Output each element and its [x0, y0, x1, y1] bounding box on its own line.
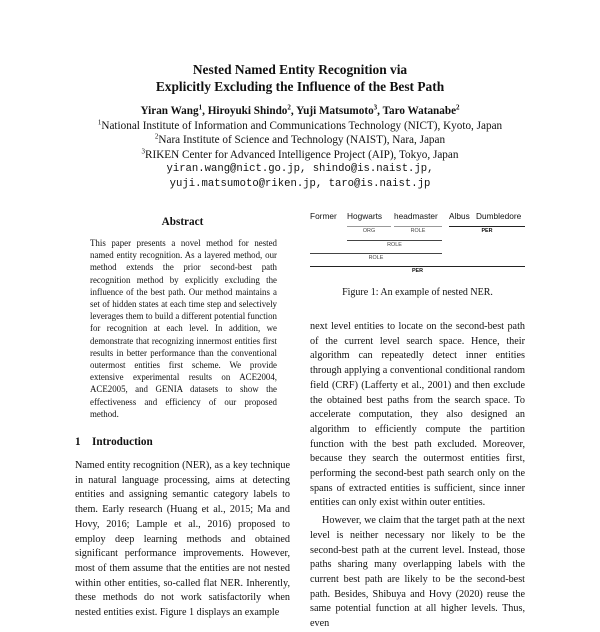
title-line-2: Explicitly Excluding the Influence of the Best Path — [155, 78, 445, 94]
label-role-low: ROLE — [368, 255, 384, 261]
affiliation-2: $^2$Nara Institute of Science and Technology (NAIST), Nara, Japan — [154, 132, 446, 147]
emails-line-2[interactable]: yuji.matsumoto@riken.jp, taro@is.naist.jp — [169, 177, 431, 190]
token-hogwarts: Hogwarts — [347, 211, 383, 221]
paragraph: However, we claim that the target path at the next level is neither necessary nor likely to be the second-best path at the current level. Instead, those paths sharing many overlapping labels with the current best path are likely to be the second-best path. Besides, Shibuya and Hovy (2020) reuse the same potential function at all higher levels. Thus, even — [310, 515, 525, 630]
title-line-1: Nested Named Entity Recognition via — [192, 62, 408, 77]
label-role-inner: ROLE — [410, 228, 426, 234]
introduction-body: Named entity recognition (NER), as a key technique in natural language processing, aims at detecting entities and assigning semantic category labels to them. Early research (Huang et al., 2015; Ma and Hovy, 2016; Lample et al., 2016) proposed to employ deep learning methods and obtained significant performance improvements. However, most of them assume that the entities are not nested within other entities, so-called flat NER. Inherently, these methods do not work satisfactorily when nested entities exist. Figure 1 displays an example — [75, 460, 290, 619]
label-role-mid: ROLE — [387, 242, 402, 248]
author-affil-mark: 1 — [198, 103, 203, 112]
paper-title — [0, 62, 600, 95]
token-dumbledore: Dumbledore — [476, 211, 522, 221]
label-org: ORG — [362, 228, 376, 234]
token-albus: Albus — [449, 211, 470, 221]
span-line-per-top — [449, 226, 525, 227]
label-per-bottom: PER — [411, 268, 424, 274]
author-affil-mark: 3 — [373, 103, 378, 112]
author-name: Taro Watanabe — [382, 105, 457, 117]
section-number: 1 — [75, 436, 81, 448]
span-line-role-low — [310, 253, 442, 254]
section-title: Introduction — [92, 436, 153, 448]
paragraph: next level entities to locate on the second-best path of the current level search space. Hence, their algorithm can repeatedly detect inner entities through applying a conventional conditional random field (CRF) (Lafferty et al., 2001) and then exclude the obtained best paths from the search space. To accelerate computation, they also designed an algorithm to efficiently compute the partition function with the best path excluded. Moreover, because they search the outermost entities first, performing the second-best path search only on the spans of extracted entities is sufficient, since inner entities can only exist within outer entities. — [310, 321, 525, 509]
span-line-org — [347, 226, 391, 227]
affiliation-1: $^1$National Institute of Information and Communications Technology (NICT), Kyoto, Japan — [97, 117, 503, 132]
author-affil-mark: 2 — [287, 103, 291, 112]
figure-caption: Figure 1: An example of nested NER. — [342, 287, 493, 298]
abstract-heading: Abstract — [161, 216, 204, 228]
label-per-top: PER — [481, 228, 493, 234]
token-former: Former — [310, 211, 337, 221]
author-name: Yiran Wang — [140, 105, 199, 117]
author-name: Hiroyuki Shindo — [207, 105, 288, 117]
abstract-body: This paper presents a novel method for nested named entity recognition. As a layered method, our method extends the prior second-best path recognition method by explicitly excluding the influence of the best path. Our method maintains a set of hidden states at each time step and selectively leverages them to build a different potential function for recognition at each level. In addition, we demonstrate that recognizing innermost entities first results in better performance than the conventional outermost entities first scheme. We provide extensive experimental results on ACE2004, ACE2005, and GENIA datasets to show the effectiveness and efficiency of our proposed method. — [90, 238, 277, 419]
token-headmaster: headmaster — [394, 211, 438, 221]
span-line-per-bottom — [310, 266, 525, 267]
emails-line-1[interactable]: yiran.wang@nict.go.jp, shindo@is.naist.jp, — [166, 163, 434, 176]
author-block — [0, 104, 600, 192]
author-names: Yiran Wang$^1$, Hiroyuki Shindo$^2$, Yuji Matsumoto$^3$, Taro Watanabe$^2$ — [140, 103, 460, 117]
author-affil-mark: 2 — [456, 103, 460, 112]
column-2-body — [310, 320, 525, 632]
span-line-role-inner — [394, 226, 442, 227]
author-name: Yuji Matsumoto — [296, 105, 374, 117]
affiliation-3: $^3$RIKEN Center for Advanced Intelligence Project (AIP), Tokyo, Japan — [141, 147, 459, 161]
introduction-heading — [75, 436, 153, 448]
figure-1-nested-ner — [310, 207, 525, 287]
span-line-role-mid — [347, 240, 442, 241]
